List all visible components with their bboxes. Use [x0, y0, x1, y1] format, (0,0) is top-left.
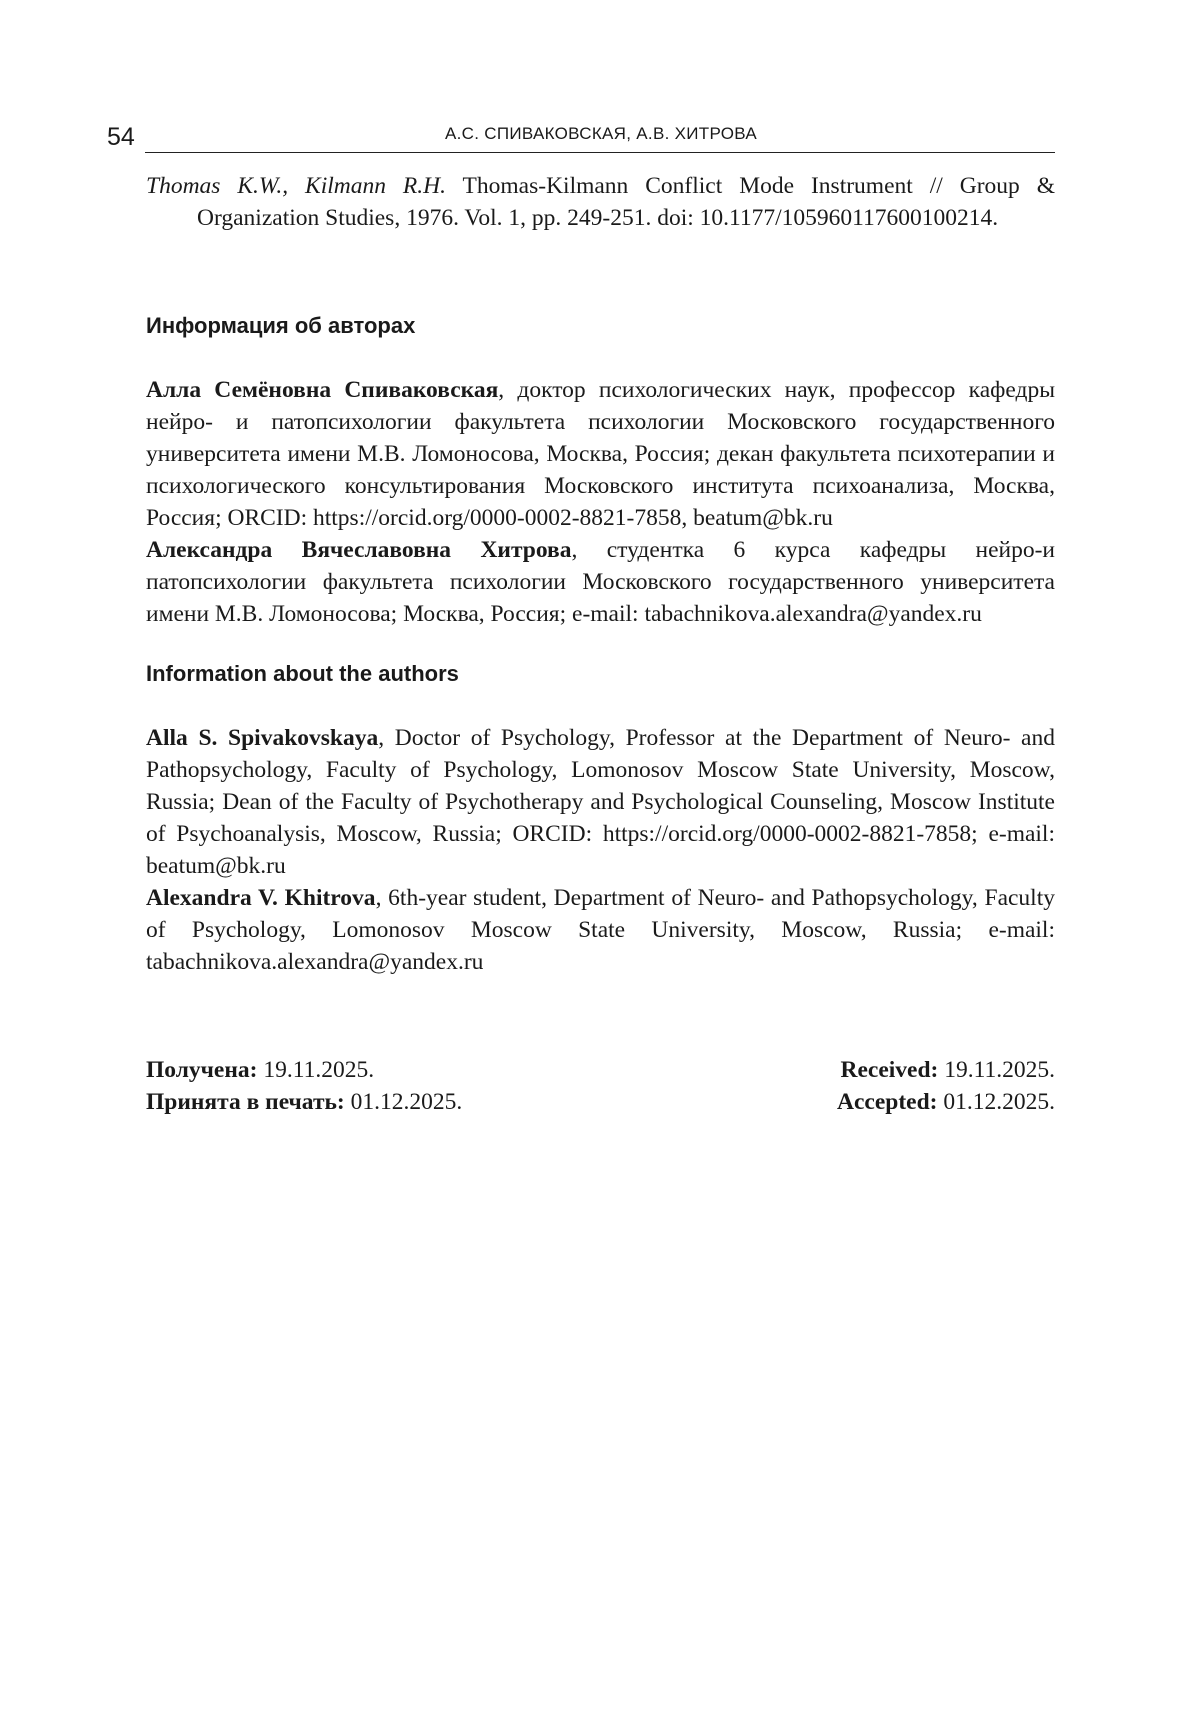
- page-content: [146, 170, 1055, 1118]
- received-date-ru: [146, 1054, 462, 1086]
- author-name: Alla S. Spivakovskaya: [146, 725, 379, 751]
- author-name: Александра Вячеславовна Хитрова: [146, 537, 572, 563]
- author-details: , Doctor of Psychology, Professor at the Department of Neuro- and Pathopsychology, Faculty of Psychology, Lomonosov Moscow State University, Moscow, Russia; Dean of the Faculty of Psychotherapy and Psychological Counseling, Moscow Institute of Psychoanalysis, Moscow, Russia; ORCID: https://orcid.org/0000-0002-8821-7858; e-mail: beatum@bk.ru: [146, 725, 1055, 879]
- author-name: Alexandra V. Khitrova: [146, 885, 376, 911]
- reference-entry: [146, 170, 1055, 234]
- page-number: 54: [107, 123, 135, 151]
- running-head: А.С. СПИВАКОВСКАЯ, А.В. ХИТРОВА: [445, 124, 757, 143]
- author-info-en-2: [146, 882, 1055, 978]
- dates-block: [146, 1054, 1055, 1118]
- dates-en: [837, 1054, 1055, 1118]
- author-info-ru-1: [146, 374, 1055, 534]
- accepted-date-en: [837, 1086, 1055, 1118]
- accepted-date-ru: [146, 1086, 462, 1118]
- author-details: , доктор психологических наук, профессор кафедры нейро- и патопсихологии факультета психологии Московского государственного университета имени М.В. Ломоносова, Москва, Россия; декан факультета психотерапии и психологического консультирования Московского института психоанализа, Москва, Россия; ORCID: https://orcid.org/0000-0002-8821-7858, beatum@bk.ru: [146, 377, 1055, 531]
- received-date-en: [837, 1054, 1055, 1086]
- author-info-en-1: [146, 722, 1055, 882]
- header-rule: [145, 152, 1055, 153]
- received-label: Получена:: [146, 1057, 258, 1083]
- reference-text: Thomas-Kilmann Conflict Mode Instrument // Group & Organization Studies, 1976. Vol. 1, pp. 249-251. doi: 10.1177/105960117600100214.: [197, 173, 1056, 231]
- author-info-ru-2: [146, 534, 1055, 630]
- accepted-label: Принята в печать:: [146, 1089, 345, 1115]
- accepted-label: Accepted:: [837, 1089, 938, 1115]
- author-details: , студентка 6 курса кафедры нейро-и патопсихологии факультета психологии Московского государственного университета имени М.В. Ломоносова; Москва, Россия; e-mail: tabachnikova.alexandra@yandex.ru: [146, 537, 1056, 627]
- received-label: Received:: [840, 1057, 939, 1083]
- author-name: Алла Семёновна Спиваковская: [146, 377, 499, 403]
- accepted-value: 01.12.2025.: [937, 1089, 1055, 1115]
- accepted-value: 01.12.2025.: [344, 1089, 463, 1115]
- received-value: 19.11.2025.: [257, 1057, 375, 1083]
- dates-ru: [146, 1054, 462, 1118]
- author-details: , 6th-year student, Department of Neuro- and Pathopsychology, Faculty of Psychology, Lomonosov Moscow State University, Moscow, Russia; e-mail: tabachnikova.alexandra@yandex.ru: [146, 885, 1055, 975]
- received-value: 19.11.2025.: [938, 1057, 1055, 1083]
- heading-authors-ru: Информация об авторах: [146, 313, 416, 338]
- heading-authors-en: Information about the authors: [146, 661, 459, 686]
- reference-authors: Thomas K.W., Kilmann R.H.: [146, 173, 447, 199]
- page-header: [107, 122, 1055, 156]
